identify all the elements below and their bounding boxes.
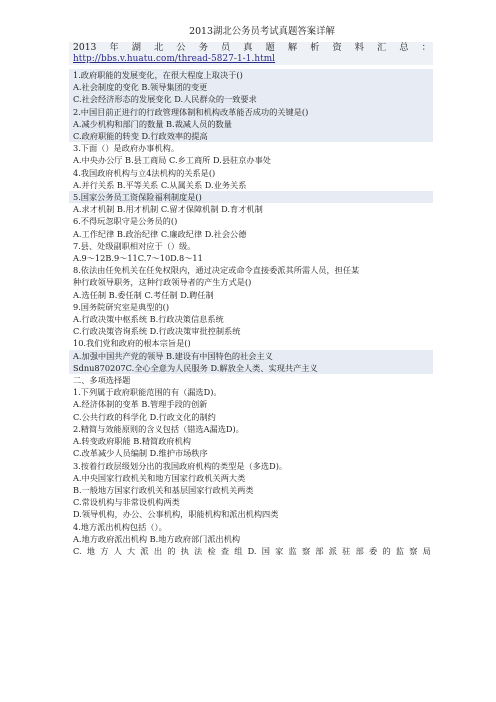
text-line: C.改革减少人员编制 D.维护市场秩序 xyxy=(73,448,208,459)
last-line xyxy=(73,545,431,557)
subtitle-char: 题 xyxy=(265,42,275,53)
subtitle-char: 公 xyxy=(176,42,186,53)
subtitle-char: 年 xyxy=(109,42,119,53)
text-line: A.加强中国共产党的领导 B.建设有中国特色的社会主义 xyxy=(69,350,433,362)
text-line: A.经济体制的变革 B.管理手段的创新 xyxy=(73,399,208,410)
text-line: 6.不得玩忽职守是公务员的() xyxy=(73,216,178,227)
last-line-char: 组 xyxy=(234,545,243,556)
last-line-char: 人 xyxy=(113,545,122,556)
last-line-char: 地 xyxy=(86,545,95,556)
last-line-char: C. xyxy=(73,545,82,556)
subtitle-char: 务 xyxy=(198,42,208,53)
document-title: 2013湖北公务员考试真题答案详解 xyxy=(189,26,335,37)
last-line-char: 的 xyxy=(382,545,391,556)
last-line-char: 部 xyxy=(315,545,324,556)
text-line: 8.依法由任免机关在任免权限内，通过决定或命令直接委派其所需人员，担任某 xyxy=(73,265,360,276)
last-line-char: 检 xyxy=(207,545,216,556)
last-line-char: 出 xyxy=(153,545,163,556)
text-line: 1.下列属于政府职能范围的有（漏选D)。 xyxy=(73,387,222,398)
text-line: 1.政府职能的发展变化，在很大程度上取决于() xyxy=(69,69,433,81)
subtitle-line xyxy=(73,42,431,53)
text-line: 3.按着行政层级划分出的我国政府机构的类型是（多选D)。 xyxy=(73,460,288,471)
subtitle-char: 员 xyxy=(220,42,231,53)
text-line: A.地方政府派出机构 B.地方政府部门派出机构 xyxy=(73,533,241,544)
question-list xyxy=(73,69,433,545)
last-line-char: 监 xyxy=(395,545,404,556)
source-link[interactable]: http://bbs.v.huatu.com/thread-5827-1-1.html xyxy=(73,54,276,64)
text-line: 4.我国政府机构与立4法机构的关系是() xyxy=(73,167,216,178)
text-line: 3.下面（）是政府办事机构。 xyxy=(73,143,180,154)
text-line: A.求才机制 B.用才机制 C.留才保障机制 D.育才机制 xyxy=(73,204,263,215)
text-line: A.工作纪律 B.政治纪律 C.廉政纪律 D.社会公德 xyxy=(73,228,247,239)
text-line: C.政府职能的转变 D.行政效率的提高 xyxy=(69,130,433,142)
text-line: 9.国务院研究室是典型的() xyxy=(73,301,170,312)
text-line: A.社会制度的变化 B.领导集团的变更 xyxy=(69,81,433,93)
text-line: A.选任制 B.委任制 C.考任制 D.聘任制 xyxy=(73,289,214,300)
text-line: C.常设机构与非常设机构两类 xyxy=(73,497,180,508)
text-line: 种行政领导职务，这种行政领导者的产生方式是() xyxy=(73,277,252,288)
subtitle-char: 析 xyxy=(310,42,320,53)
subtitle-char: 北 xyxy=(154,42,164,53)
last-line-char: 驻 xyxy=(342,545,351,556)
text-line: A.并行关系 B.平等关系 C.从属关系 D.业务关系 xyxy=(73,179,247,190)
text-line: A.减少机构和部门的数量 B.裁减人员的数量 xyxy=(69,118,433,130)
text-line: D.领导机构，办公、公事机构，职能机构和派出机构四类 xyxy=(73,509,279,520)
text-line: A.行政决策中枢系统 B.行政决策信息系统 xyxy=(73,314,224,325)
text-line: C.公共行政的科学化 D.行政文化的制约 xyxy=(73,411,216,422)
last-line-char: 国 xyxy=(261,545,270,556)
text-line: C.社会经济形态的发展变化 D.人民群众的一致要求 xyxy=(69,93,433,105)
last-line-char: 查 xyxy=(220,545,230,556)
text-line: 2.精简与效能原则的含义包括（错选A漏选D)。 xyxy=(73,423,244,434)
subtitle-char: 真 xyxy=(243,42,253,53)
last-line-char: D. xyxy=(247,545,257,556)
last-line-char: 监 xyxy=(288,545,297,556)
text-line: 4.地方派出机构包括（）。 xyxy=(73,521,167,532)
last-line-char: 部 xyxy=(355,545,364,556)
subtitle-char: 解 xyxy=(287,42,298,53)
last-line-char: 的 xyxy=(167,545,176,556)
subtitle-char: 总 xyxy=(399,42,409,53)
last-line-char: 察 xyxy=(301,545,311,556)
last-line-char: 方 xyxy=(100,545,109,556)
text-line: Sdnu870207C.全心全意为人民服务 D.解放全人类、实现共产主义 xyxy=(69,362,433,374)
text-line: A.中央办公厅 B.县工商局 C.乡工商所 D.县驻京办事处 xyxy=(73,155,271,166)
text-line: A.转变政府职能 B.精简政府机构 xyxy=(73,436,191,447)
last-line-char: 大 xyxy=(127,545,136,556)
text-line: 10.我们党和政府的根本宗旨是() xyxy=(73,338,191,349)
last-line-char: 家 xyxy=(275,545,284,556)
last-line-char: 执 xyxy=(180,545,189,556)
subtitle-char: 2013 xyxy=(73,42,97,53)
last-line-char: 委 xyxy=(368,545,378,556)
text-line: A.中央国家行政机关和地方国家行政机关两大类 xyxy=(73,472,246,483)
subtitle-char: 料 xyxy=(354,42,364,53)
subtitle-char: 湖 xyxy=(131,42,141,53)
subtitle-char: 资 xyxy=(332,42,342,53)
document-page xyxy=(73,26,433,557)
last-line-char: 派 xyxy=(328,545,337,556)
subtitle-char: ： xyxy=(421,42,431,53)
text-line: B.一般地方国家行政机关和基层国家行政机关两类 xyxy=(73,484,254,495)
last-line-char: 派 xyxy=(140,545,149,556)
last-line-char: 法 xyxy=(194,545,203,556)
last-line-char: 察 xyxy=(409,545,418,556)
last-line-char: 局 xyxy=(422,545,431,556)
text-line: 5.国家公务员工资保险福利制度是() xyxy=(69,191,433,203)
text-line: C.行政决策咨询系统 D.行政决策审批控制系统 xyxy=(73,326,241,337)
subtitle-char: 汇 xyxy=(377,42,387,53)
text-line: 2.中国目前正进行的行政管理体制和机构改革能否成功的关键是() xyxy=(69,106,433,118)
text-line: 7.县、处级副职相对应于（）级。 xyxy=(73,240,196,251)
text-line: A.9～12B.9～11C.7～10D.8～11 xyxy=(73,253,203,264)
subtitle-block xyxy=(69,42,433,65)
text-line: 二、多项选择题 xyxy=(73,375,131,386)
